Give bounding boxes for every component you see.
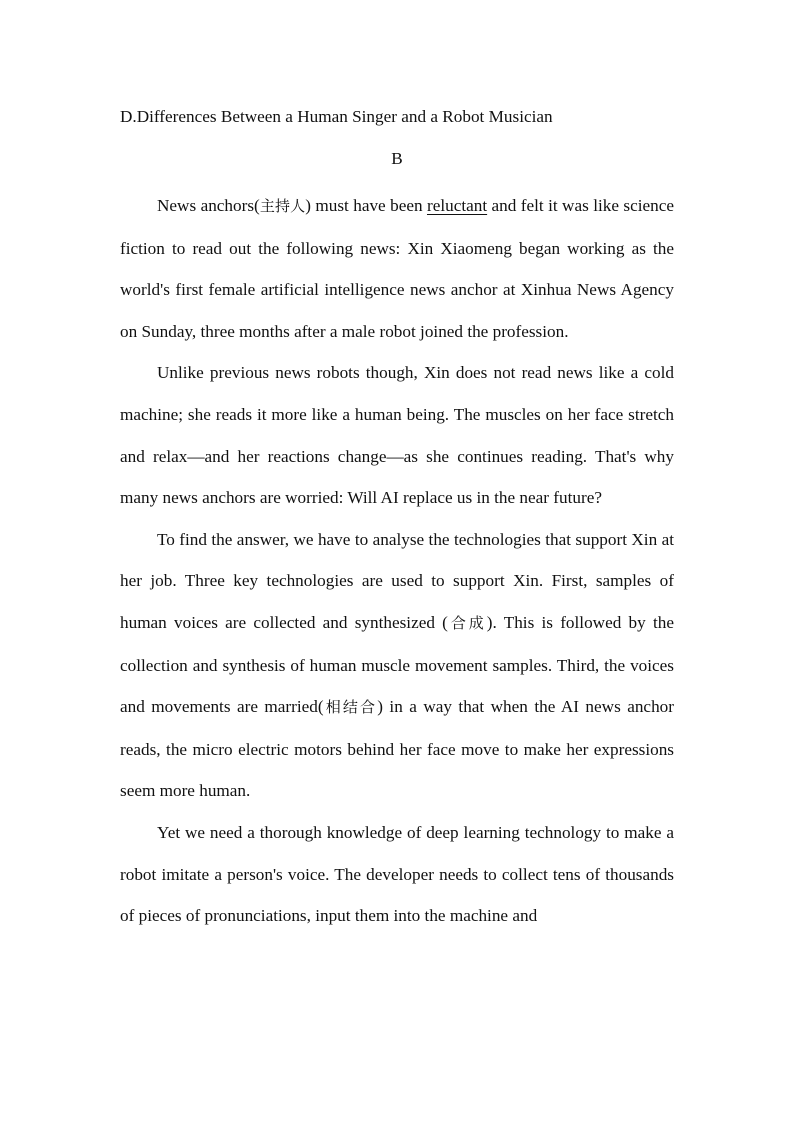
paragraph-1-text-a: News anchors( [157,196,260,215]
paragraph-4: Yet we need a thorough knowledge of deep learning technology to make a robot imitate a person's voice. The developer needs to collect tens of thousands of pieces of pronunciations, input them into the machine and [120,822,674,926]
paragraph-1-text-b: ) must have been [305,196,427,215]
chinese-gloss-anchors: 主持人 [259,197,306,215]
paragraph-1-text-c: and felt it was like science fiction to read out the following news: Xin Xiaomeng began working as the world's first female artificial intelligence news anchor at Xinhua News Agency on Sunday, three months after a male robot joined the profession. [120,196,674,341]
paragraph-1 [120,185,674,352]
paragraph-3-text-b: ). This is followed by the collection and synthesis of human muscle movement samples. Third, the voices and movements are married( [120,612,674,717]
chinese-gloss-married: 相结合 [323,698,378,717]
paragraph-3-text-a: To find the answer, we have to analyse the technologies that support Xin at her job. Three key technologies are used to support Xin. First, samples of human voices are collected and synthesized ( [120,529,674,632]
underlined-word-reluctant: reluctant [426,196,488,215]
paragraph-2: Unlike previous news robots though, Xin does not read news like a cold machine; she reads it more like a human being. The muscles on her face stretch and relax—and her reactions change—as she continues reading. That's why many news anchors are worried: Will AI replace us in the near future? [120,363,674,508]
paragraph-3 [120,519,674,812]
answer-option-d: D.Differences Between a Human Singer and a Robot Musician [120,107,553,126]
section-heading: B [391,149,403,168]
chinese-gloss-synthesized: 合成 [447,613,487,632]
paragraph-3-text-c: ) in a way that when the AI news anchor reads, the micro electric motors behind her face move to make her expressions seem more human. [120,697,674,801]
document-body [120,101,674,937]
